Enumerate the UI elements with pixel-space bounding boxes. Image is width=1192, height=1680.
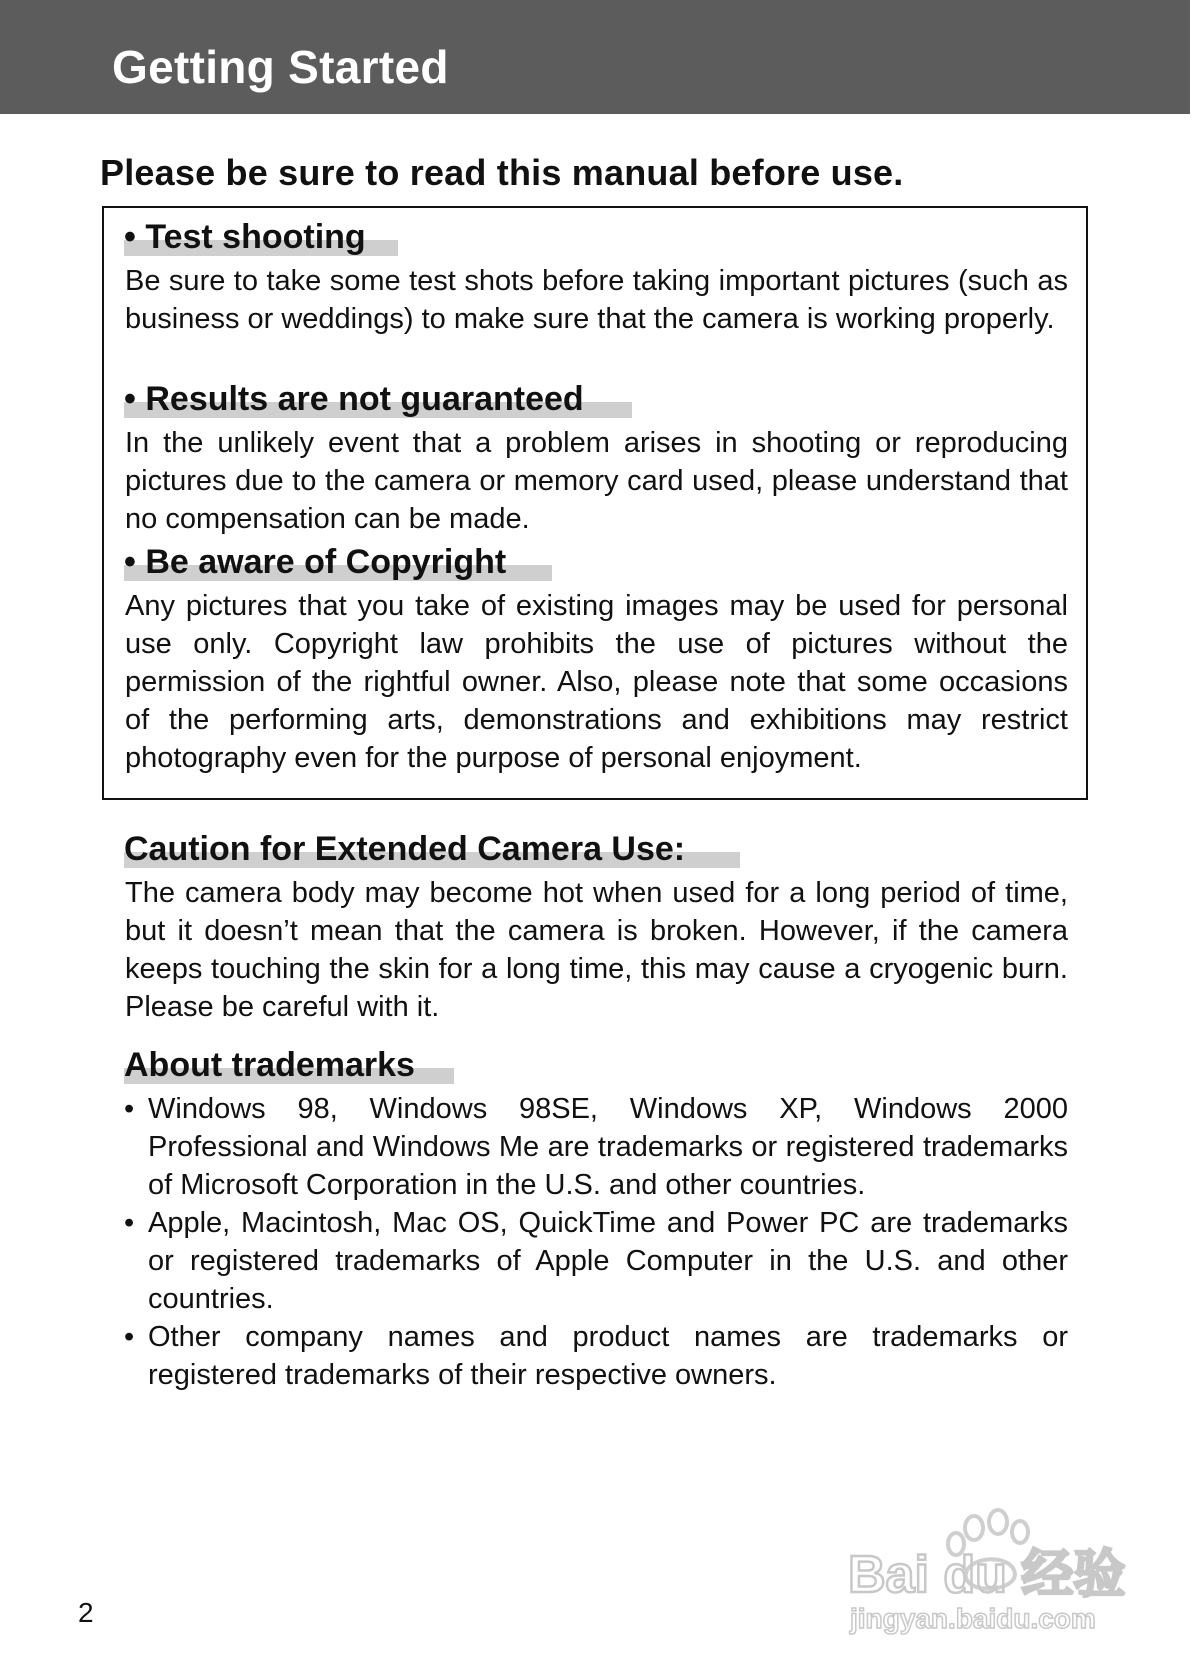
bullet-icon: • (124, 1321, 135, 1353)
baidu-watermark-logo (846, 1500, 1126, 1640)
watermark-url-text: jingyan.baidu.com (850, 1603, 1096, 1634)
trademark-item-text: Windows 98, Windows 98SE, Windows XP, Windows 2000 Professional and Windows Me are trademarks or registered trademarks of Microsoft Corporation in the U.S. and other countries. (148, 1093, 1068, 1201)
section-heading-copyright: • Be aware of Copyright (124, 543, 507, 581)
caution-body: The camera body may become hot when used for a long period of time, but it doesn’t mean that the camera is broken. However, if the camera keeps touching the skin for a long time, this may cause a cryogenic burn. Please be careful with it. (125, 877, 1068, 1023)
section-heading-test-shooting: • Test shooting (124, 218, 366, 256)
bullet-icon: • (124, 1207, 135, 1239)
trademark-item-text: Other company names and product names are trademarks or registered trademarks of their respective owners. (148, 1321, 1068, 1391)
section-heading-results: • Results are not guaranteed (124, 380, 584, 418)
trademarks-heading: About trademarks (124, 1046, 415, 1084)
trademark-item (124, 1090, 1068, 1204)
trademark-item (124, 1318, 1068, 1394)
main-heading: Please be sure to read this manual before use. (100, 152, 904, 193)
page-number: 2 (78, 1597, 94, 1628)
section-body-copyright: Any pictures that you take of existing images may be used for personal use only. Copyright law prohibits the use of pictures without the permission of the rightful owner. Also, please note that some occasions of the performing arts, demonstrations and exhibitions may restrict photography even for the purpose of personal enjoyment. (125, 590, 1068, 774)
caution-heading: Caution for Extended Camera Use: (124, 830, 686, 868)
section-body-results: In the unlikely event that a problem arises in shooting or reproducing pictures due to the camera or memory card used, please understand that no compensation can be made. (125, 427, 1068, 535)
trademark-item (124, 1204, 1068, 1318)
header-bar (0, 0, 1190, 114)
watermark-logo-text: Bai du 经验 (848, 1546, 1126, 1604)
section-body-test-shooting: Be sure to take some test shots before taking important pictures (such as business or weddings) to make sure that the camera is working properly. (125, 265, 1068, 335)
page-title: Getting Started (112, 41, 449, 93)
bullet-icon: • (124, 1093, 135, 1125)
trademark-item-text: Apple, Macintosh, Mac OS, QuickTime and Power PC are trademarks or registered trademarks of Apple Computer in the U.S. and other countries. (148, 1207, 1068, 1315)
